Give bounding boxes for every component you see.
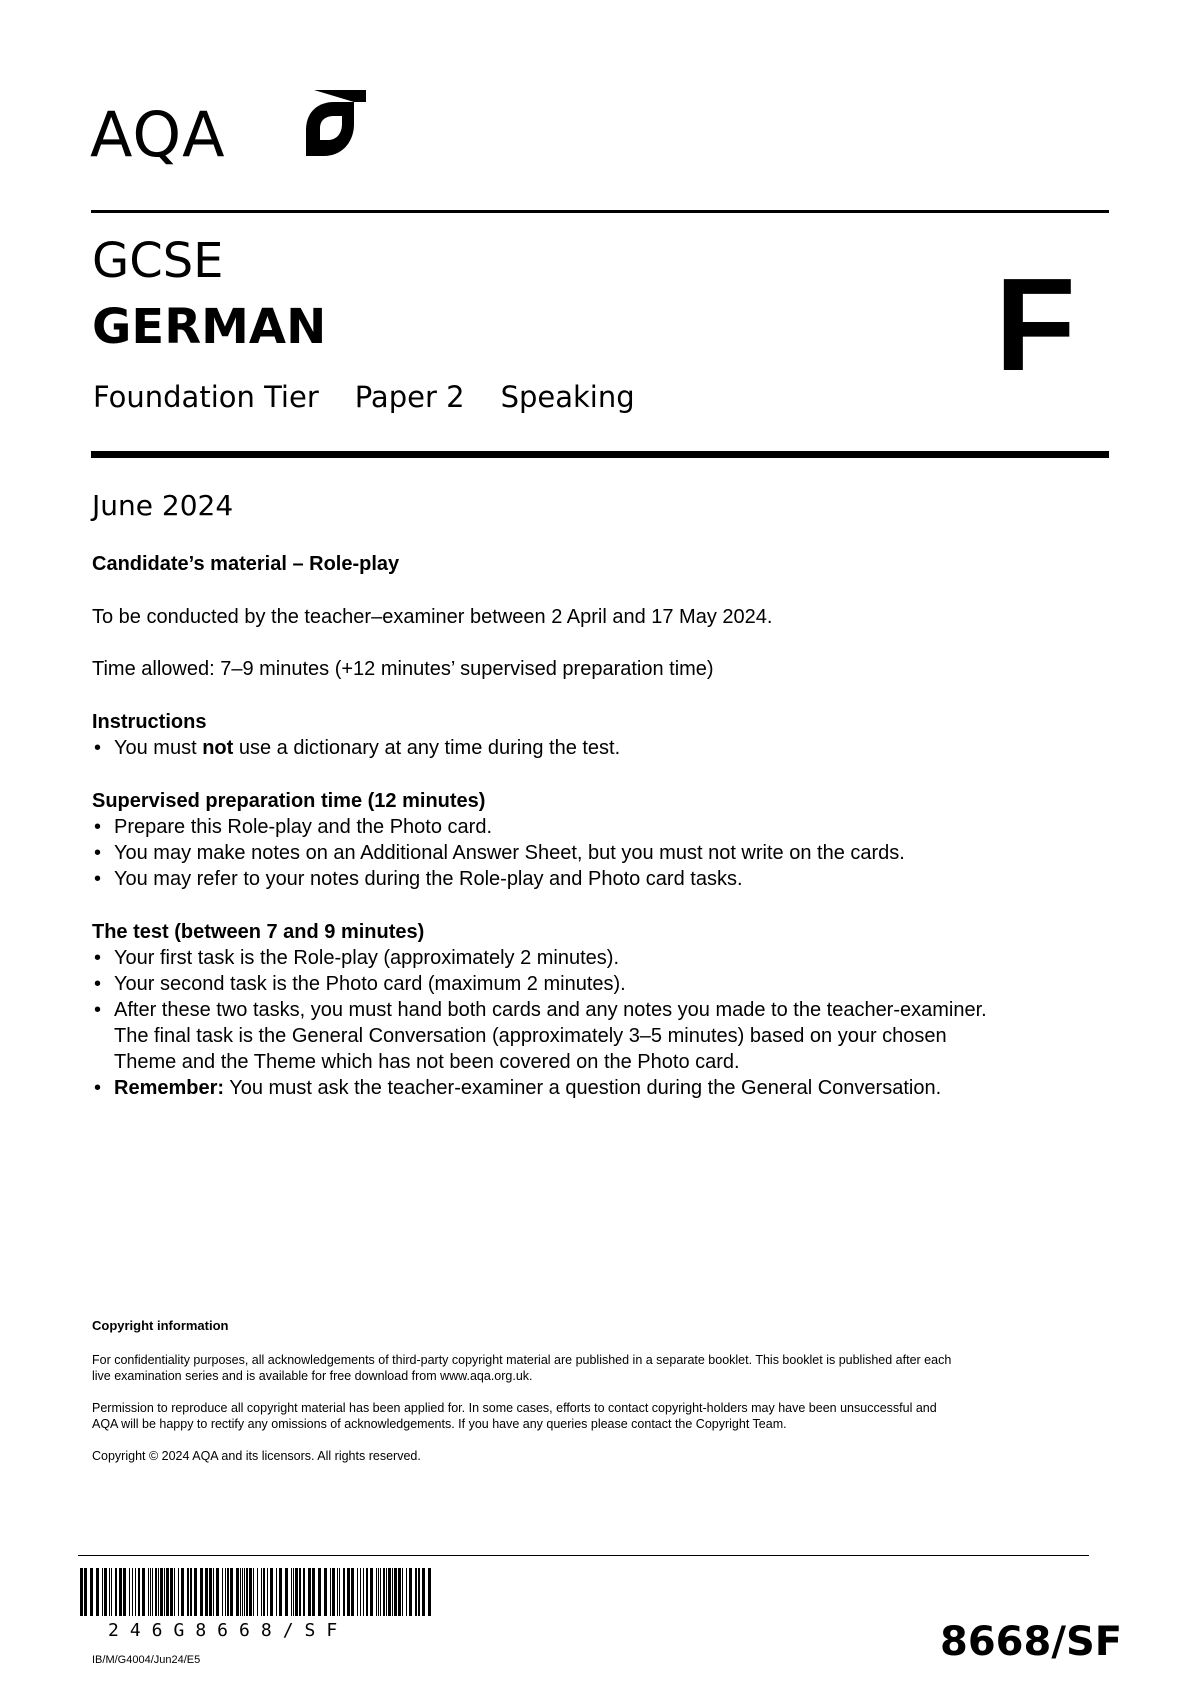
list-item: • Prepare this Role-play and the Photo card. bbox=[92, 814, 905, 840]
list-item: • You must not use a dictionary at any time during the test. bbox=[92, 735, 620, 761]
time-allowed-text: Time allowed: 7–9 minutes (+12 minutes’ supervised preparation time) bbox=[92, 658, 714, 680]
barcode-bar bbox=[148, 1568, 149, 1616]
barcode-bar bbox=[318, 1568, 321, 1616]
barcode-bar bbox=[398, 1568, 401, 1616]
barcode-bar bbox=[380, 1568, 381, 1616]
barcode-bar bbox=[90, 1568, 93, 1616]
barcode-bar bbox=[225, 1568, 226, 1616]
barcode-bar bbox=[257, 1568, 258, 1616]
barcode-bar bbox=[276, 1568, 277, 1616]
header-top-rule bbox=[91, 210, 1109, 213]
copyright-paragraph: For confidentiality purposes, all acknowledgements of third-party copyright material are published in a separate booklet. This booklet is published after each live examination series and is available for free download from www.aqa.org.uk. bbox=[92, 1353, 952, 1383]
barcode-bar bbox=[174, 1568, 175, 1616]
logo-text: AQA bbox=[90, 98, 226, 171]
barcode-bar bbox=[261, 1568, 262, 1616]
barcode-bar bbox=[222, 1568, 223, 1616]
barcode-bar bbox=[308, 1568, 311, 1616]
barcode-bar bbox=[270, 1568, 273, 1616]
list-item: • You may refer to your notes during the Role-play and Photo card tasks. bbox=[92, 866, 905, 892]
barcode-bar bbox=[366, 1568, 368, 1616]
barcode-bar bbox=[291, 1568, 292, 1616]
barcode-bar bbox=[409, 1568, 412, 1616]
preparation-section bbox=[92, 788, 905, 892]
barcode-bar bbox=[422, 1568, 425, 1616]
barcode-bar bbox=[194, 1568, 197, 1616]
barcode-bar bbox=[109, 1568, 110, 1616]
copyright-notice: Copyright © 2024 AQA and its licensors. All rights reserved. bbox=[92, 1449, 421, 1463]
footer-rule bbox=[78, 1555, 1089, 1556]
barcode-bar bbox=[119, 1568, 122, 1616]
barcode-digits: 246G8668/SF bbox=[108, 1620, 349, 1641]
barcode-bar bbox=[394, 1568, 397, 1616]
exam-date: June 2024 bbox=[92, 489, 234, 522]
barcode-bar bbox=[166, 1568, 169, 1616]
barcode-bar bbox=[205, 1568, 208, 1616]
barcode-bar bbox=[170, 1568, 173, 1616]
barcode-bar bbox=[337, 1568, 338, 1616]
barcode-bar bbox=[299, 1568, 301, 1616]
barcode-bar bbox=[378, 1568, 379, 1616]
barcode-bar bbox=[249, 1568, 252, 1616]
paper-label: Paper 2 bbox=[354, 380, 465, 414]
barcode-bar bbox=[295, 1568, 298, 1616]
barcode-bar bbox=[339, 1568, 340, 1616]
barcode-bar bbox=[246, 1568, 248, 1616]
barcode-bar bbox=[164, 1568, 165, 1616]
barcode-bar bbox=[150, 1568, 151, 1616]
barcode-bar bbox=[84, 1568, 87, 1616]
barcode-bar bbox=[324, 1568, 327, 1616]
barcode-bar bbox=[267, 1568, 268, 1616]
barcode-bar bbox=[102, 1568, 103, 1616]
instructions-heading: Instructions bbox=[92, 711, 207, 733]
barcode-bar bbox=[181, 1568, 184, 1616]
list-item: • You may make notes on an Additional Answer Sheet, but you must not write on the cards. bbox=[92, 840, 905, 866]
copyright-block bbox=[92, 1318, 1092, 1480]
barcode-bar bbox=[351, 1568, 354, 1616]
preparation-heading: Supervised preparation time (12 minutes) bbox=[92, 790, 486, 812]
barcode-bar bbox=[152, 1568, 153, 1616]
copyright-title: Copyright information bbox=[92, 1318, 229, 1333]
barcode-bar bbox=[132, 1568, 133, 1616]
list-item: • Remember: You must ask the teacher-examiner a question during the General Conversation. bbox=[92, 1075, 987, 1101]
barcode-bar bbox=[216, 1568, 219, 1616]
barcode-bar bbox=[388, 1568, 391, 1616]
component-label: Speaking bbox=[500, 380, 635, 414]
barcode-bar bbox=[402, 1568, 403, 1616]
test-heading: The test (between 7 and 9 minutes) bbox=[92, 921, 425, 943]
barcode-bar bbox=[263, 1568, 265, 1616]
barcode-bar bbox=[240, 1568, 241, 1616]
barcode-bar bbox=[236, 1568, 239, 1616]
barcode-bar bbox=[343, 1568, 345, 1616]
paper-details bbox=[93, 377, 671, 417]
barcode-bar bbox=[129, 1568, 130, 1616]
barcode-bar bbox=[386, 1568, 387, 1616]
material-heading: Candidate’s material – Role-play bbox=[92, 553, 400, 575]
aqa-logo bbox=[90, 90, 360, 180]
barcode-bar bbox=[190, 1568, 192, 1616]
barcode-bar bbox=[138, 1568, 140, 1616]
barcode-bar bbox=[104, 1568, 107, 1616]
barcode-bar bbox=[357, 1568, 358, 1616]
barcode-bar bbox=[376, 1568, 377, 1616]
qualification-title: GCSE bbox=[92, 233, 224, 289]
reference-code: IB/M/G4004/Jun24/E5 bbox=[92, 1654, 201, 1666]
copyright-paragraph: Permission to reproduce all copyright material has been applied for. In some cases, efforts to contact copyright-holders may have been unsuccessful and AQA will be happy to rectify any omissions of acknowledgements. If you have any queries please contact the Copyright Team. bbox=[92, 1401, 937, 1431]
barcode-bar bbox=[111, 1568, 112, 1616]
barcode-bar bbox=[418, 1568, 420, 1616]
barcode-bar bbox=[96, 1568, 99, 1616]
barcode-bar bbox=[160, 1568, 163, 1616]
tier-letter: F bbox=[995, 251, 1076, 398]
conducted-text: To be conducted by the teacher–examiner between 2 April and 17 May 2024. bbox=[92, 606, 773, 628]
instructions-section bbox=[92, 709, 620, 761]
barcode-bar bbox=[285, 1568, 288, 1616]
barcode-bar bbox=[209, 1568, 212, 1616]
subject-title: GERMAN bbox=[92, 299, 327, 355]
list-item: • Your second task is the Photo card (maximum 2 minutes). bbox=[92, 971, 987, 997]
barcode-bar bbox=[363, 1568, 364, 1616]
barcode-bar bbox=[242, 1568, 243, 1616]
test-section bbox=[92, 919, 987, 1101]
barcode-bar bbox=[332, 1568, 335, 1616]
paper-code: 8668/SF bbox=[940, 1619, 1123, 1665]
barcode-bar bbox=[312, 1568, 315, 1616]
barcode-bar bbox=[187, 1568, 189, 1616]
barcode-bar bbox=[303, 1568, 305, 1616]
tier-label: Foundation Tier bbox=[93, 380, 319, 414]
list-item: • Your first task is the Role-play (approximately 2 minutes). bbox=[92, 945, 987, 971]
barcode-bar bbox=[360, 1568, 361, 1616]
barcode-bar bbox=[406, 1568, 407, 1616]
header-bottom-rule bbox=[91, 451, 1109, 458]
barcode-bar bbox=[213, 1568, 214, 1616]
barcode-bar bbox=[227, 1568, 229, 1616]
barcode-bar bbox=[135, 1568, 136, 1616]
barcode-bar bbox=[347, 1568, 350, 1616]
barcode-bar bbox=[279, 1568, 282, 1616]
barcode-bar bbox=[200, 1568, 203, 1616]
barcode bbox=[80, 1568, 436, 1624]
list-item: • After these two tasks, you must hand both cards and any notes you made to the teacher-examiner. The final task is the General Conversation (approximately 3–5 minutes) based on your chosen Theme and the Theme which has not been covered on the Photo card. bbox=[92, 997, 987, 1075]
barcode-bar bbox=[392, 1568, 393, 1616]
barcode-bar bbox=[293, 1568, 294, 1616]
barcode-bar bbox=[370, 1568, 373, 1616]
barcode-bar bbox=[383, 1568, 385, 1616]
barcode-bar bbox=[415, 1568, 417, 1616]
barcode-bar bbox=[230, 1568, 233, 1616]
barcode-bar bbox=[155, 1568, 157, 1616]
barcode-bar bbox=[158, 1568, 159, 1616]
aqa-leaf-icon bbox=[306, 90, 366, 156]
barcode-bar bbox=[142, 1568, 145, 1616]
barcode-bar bbox=[80, 1568, 83, 1616]
barcode-bar bbox=[244, 1568, 245, 1616]
barcode-bar bbox=[330, 1568, 331, 1616]
barcode-bar bbox=[115, 1568, 117, 1616]
barcode-bar bbox=[123, 1568, 126, 1616]
barcode-bar bbox=[178, 1568, 179, 1616]
barcode-bar bbox=[428, 1568, 431, 1616]
barcode-bar bbox=[253, 1568, 254, 1616]
